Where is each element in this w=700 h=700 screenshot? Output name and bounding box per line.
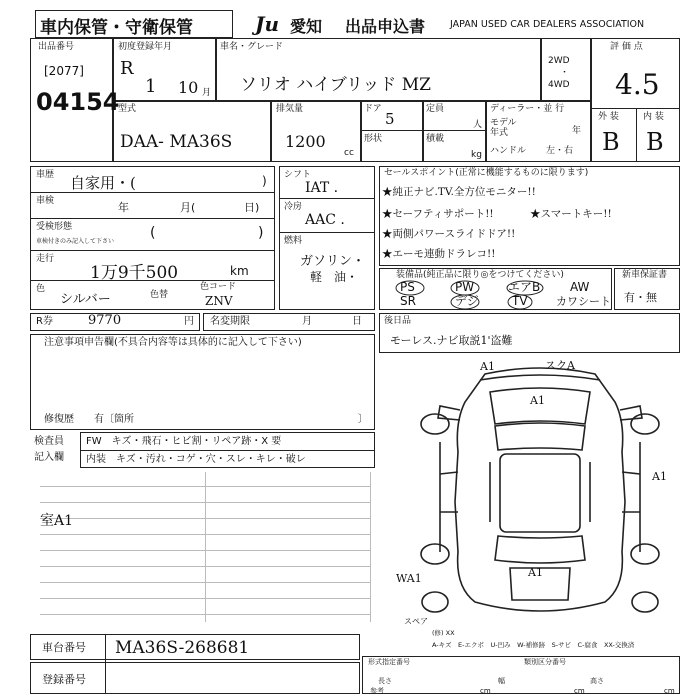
doors-label: ドア	[364, 104, 382, 114]
len-label: 長さ	[378, 677, 392, 685]
inspection-day: 日)	[244, 201, 260, 214]
rating-int-label: 内 装	[643, 112, 664, 122]
hei-label: 高さ	[590, 677, 604, 685]
registration-label: 登録番号	[42, 673, 86, 686]
rating-ext-label: 外 装	[598, 112, 619, 122]
color-code-label: 色コード	[200, 282, 237, 292]
car-name-value: ソリオ ハイブリッド MZ	[240, 75, 431, 95]
first-reg-month-unit: 月	[202, 88, 212, 98]
wid-label: 幅	[498, 677, 505, 685]
mileage-unit: km	[230, 264, 249, 278]
equip-sr: SR	[400, 294, 416, 308]
first-reg-month: 10	[178, 78, 199, 97]
inspection-year: 年	[118, 201, 129, 214]
history-close: )	[262, 174, 267, 188]
ac-value: AAC .	[305, 212, 345, 228]
capacity-label: 定員	[426, 104, 445, 114]
displacement-unit: cc	[344, 148, 354, 158]
equip-ps: PS	[400, 280, 415, 294]
fuel-diesel: 軽 油・	[310, 270, 359, 284]
capacity-unit: 人	[473, 120, 483, 130]
shift-label: シフト	[284, 170, 312, 180]
damage-mark-3: A1	[530, 394, 545, 407]
color-value: シルバー	[60, 292, 111, 307]
ju-logo: Ju	[255, 12, 280, 36]
color-label: 色	[36, 284, 46, 294]
inherit-open: (	[150, 225, 156, 241]
warranty-label: 新車保証書	[622, 270, 668, 280]
displacement-label: 排気量	[276, 104, 304, 114]
fuel-label: 燃料	[284, 236, 303, 246]
ref-label: 参考	[370, 687, 384, 695]
damage-mark-5: WA1	[396, 572, 422, 585]
cm-1: cm	[480, 687, 491, 695]
name-change-label: 名変期限	[210, 316, 250, 327]
history-value: 自家用・(	[70, 174, 136, 192]
sales-point-1: ★純正ナビ.TV.全方位モニター!!	[382, 186, 536, 198]
equip-leather: カワシート	[556, 295, 611, 308]
equip-nav: デジ	[455, 294, 479, 308]
sales-point-2: ★セーフティサポート!!	[382, 208, 494, 220]
spare-label: スペア	[404, 617, 428, 626]
equipment-label: 装備品(純正品に限り◎をつけてください)	[396, 270, 564, 280]
recycle-label: R券	[36, 316, 53, 327]
dealer-model-year: モデル 年式	[490, 118, 517, 138]
lot-sub: [2077]	[44, 64, 84, 78]
damage-mark-6: A1	[528, 566, 543, 579]
displacement-value: 1200	[285, 132, 326, 151]
shape-label: 形状	[364, 134, 383, 144]
handle-opt: 左・右	[546, 146, 574, 156]
org-name: 愛知	[290, 17, 323, 36]
sales-points-label: セールスポイント(正常に機能するものに限ります)	[384, 168, 589, 178]
fuel-value: ガソリン・	[300, 254, 366, 269]
load-label: 積載	[426, 134, 445, 144]
inspection-month: 月(	[180, 201, 196, 214]
equip-pw: PW	[455, 280, 475, 294]
sales-point-3: ★スマートキー!!	[530, 208, 612, 220]
damage-mark-2: スクA	[545, 359, 575, 372]
shift-value: IAT .	[305, 180, 339, 196]
doors-value: 5	[385, 110, 395, 128]
notes-label: 注意事項申告欄(不具合内容等は具体的に記入して下さい)	[44, 337, 302, 348]
first-reg-era: R	[120, 58, 134, 79]
ac-label: 冷房	[284, 202, 303, 212]
sales-point-4: ★両側パワースライドドア!!	[382, 228, 516, 240]
load-unit: kg	[471, 150, 482, 160]
chassis-value: MA36S-268681	[115, 638, 250, 658]
inherit-close: )	[258, 225, 264, 241]
dealer-label: ディーラー・並 行	[490, 104, 565, 114]
lot-number: 04154	[36, 88, 120, 116]
drive-4wd: 4WD	[548, 80, 570, 90]
mileage-value: 1万9千500	[90, 263, 179, 283]
history-label: 車歴	[36, 170, 55, 180]
doc-title: 出品申込書	[345, 17, 426, 36]
model-value: DAA- MA36S	[120, 132, 233, 152]
repair-label: 修復歴 有〔箇所	[44, 414, 134, 425]
inspector-label1: 検査員	[34, 436, 64, 447]
inspection-label: 車検	[36, 196, 55, 206]
class-label: 類別区分番号	[524, 658, 566, 666]
header-title: 車内保管・守衛保管	[40, 18, 193, 38]
name-change-month: 月	[302, 316, 312, 327]
car-name-label: 車名・グレード	[220, 42, 284, 52]
inspector-interior: 内装 キズ・汚れ・コゲ・穴・スレ・キレ・破レ	[86, 454, 306, 465]
color-code: ZNV	[205, 294, 233, 308]
inherit-note: 車検付きのみ記入して下さい	[36, 238, 115, 245]
rating-score: 4.5	[615, 68, 660, 101]
equip-airbag: エアB	[508, 280, 541, 294]
inspector-fw: FW キズ・飛石・ヒビ割・リペア跡・X 要	[86, 436, 282, 447]
first-reg-label: 初度登録年月	[118, 42, 173, 52]
sales-point-5: ★エーモ連動ドラレコ!!	[382, 248, 496, 260]
after-value: モーレス.ナビ取説1'盗難	[390, 334, 513, 347]
form-label: 形式指定番号	[368, 658, 410, 666]
repair-close: 〕	[358, 414, 368, 425]
assoc-name: JAPAN USED CAR DEALERS ASSOCIATION	[450, 19, 645, 30]
damage-mark-4: A1	[652, 470, 667, 483]
damage-mark-1: A1	[480, 360, 495, 373]
warranty-opt: 有・無	[624, 291, 657, 304]
after-label: 後日品	[384, 316, 412, 326]
lot-label: 出品番号	[38, 42, 75, 52]
legend-2: (修) XX	[432, 629, 455, 637]
dealer-year-unit: 年	[572, 126, 582, 136]
drive-2wd: 2WD	[548, 56, 570, 66]
handle-label: ハンドル	[490, 146, 527, 156]
rating-label: 評 価 点	[610, 42, 643, 52]
equip-tv: TV	[512, 294, 528, 308]
name-change-day: 日	[352, 316, 362, 327]
legend-1: A-キズ E-エクボ U-凹み W-補修跡 S-サビ C-腐食 XX-交換済	[432, 641, 635, 649]
drive-dot: ・	[560, 68, 570, 78]
equipment-circles	[380, 270, 612, 310]
equip-aw: AW	[570, 280, 590, 294]
inspector-label2: 記入欄	[34, 452, 64, 463]
first-reg-year: 1	[145, 76, 157, 97]
cm-2: cm	[574, 687, 585, 695]
model-label: 型式	[118, 104, 137, 114]
inherit-label: 受検形態	[36, 222, 73, 232]
recycle-unit: 円	[184, 316, 194, 327]
rating-ext: B	[602, 128, 620, 156]
cm-3: cm	[664, 687, 675, 695]
color-change-label: 色替	[150, 290, 169, 300]
chassis-label: 車台番号	[42, 641, 86, 654]
recycle-value: 9770	[88, 313, 122, 328]
inspector-remark: 室A1	[40, 513, 74, 529]
rating-int: B	[646, 128, 664, 156]
mileage-label: 走行	[36, 254, 55, 264]
